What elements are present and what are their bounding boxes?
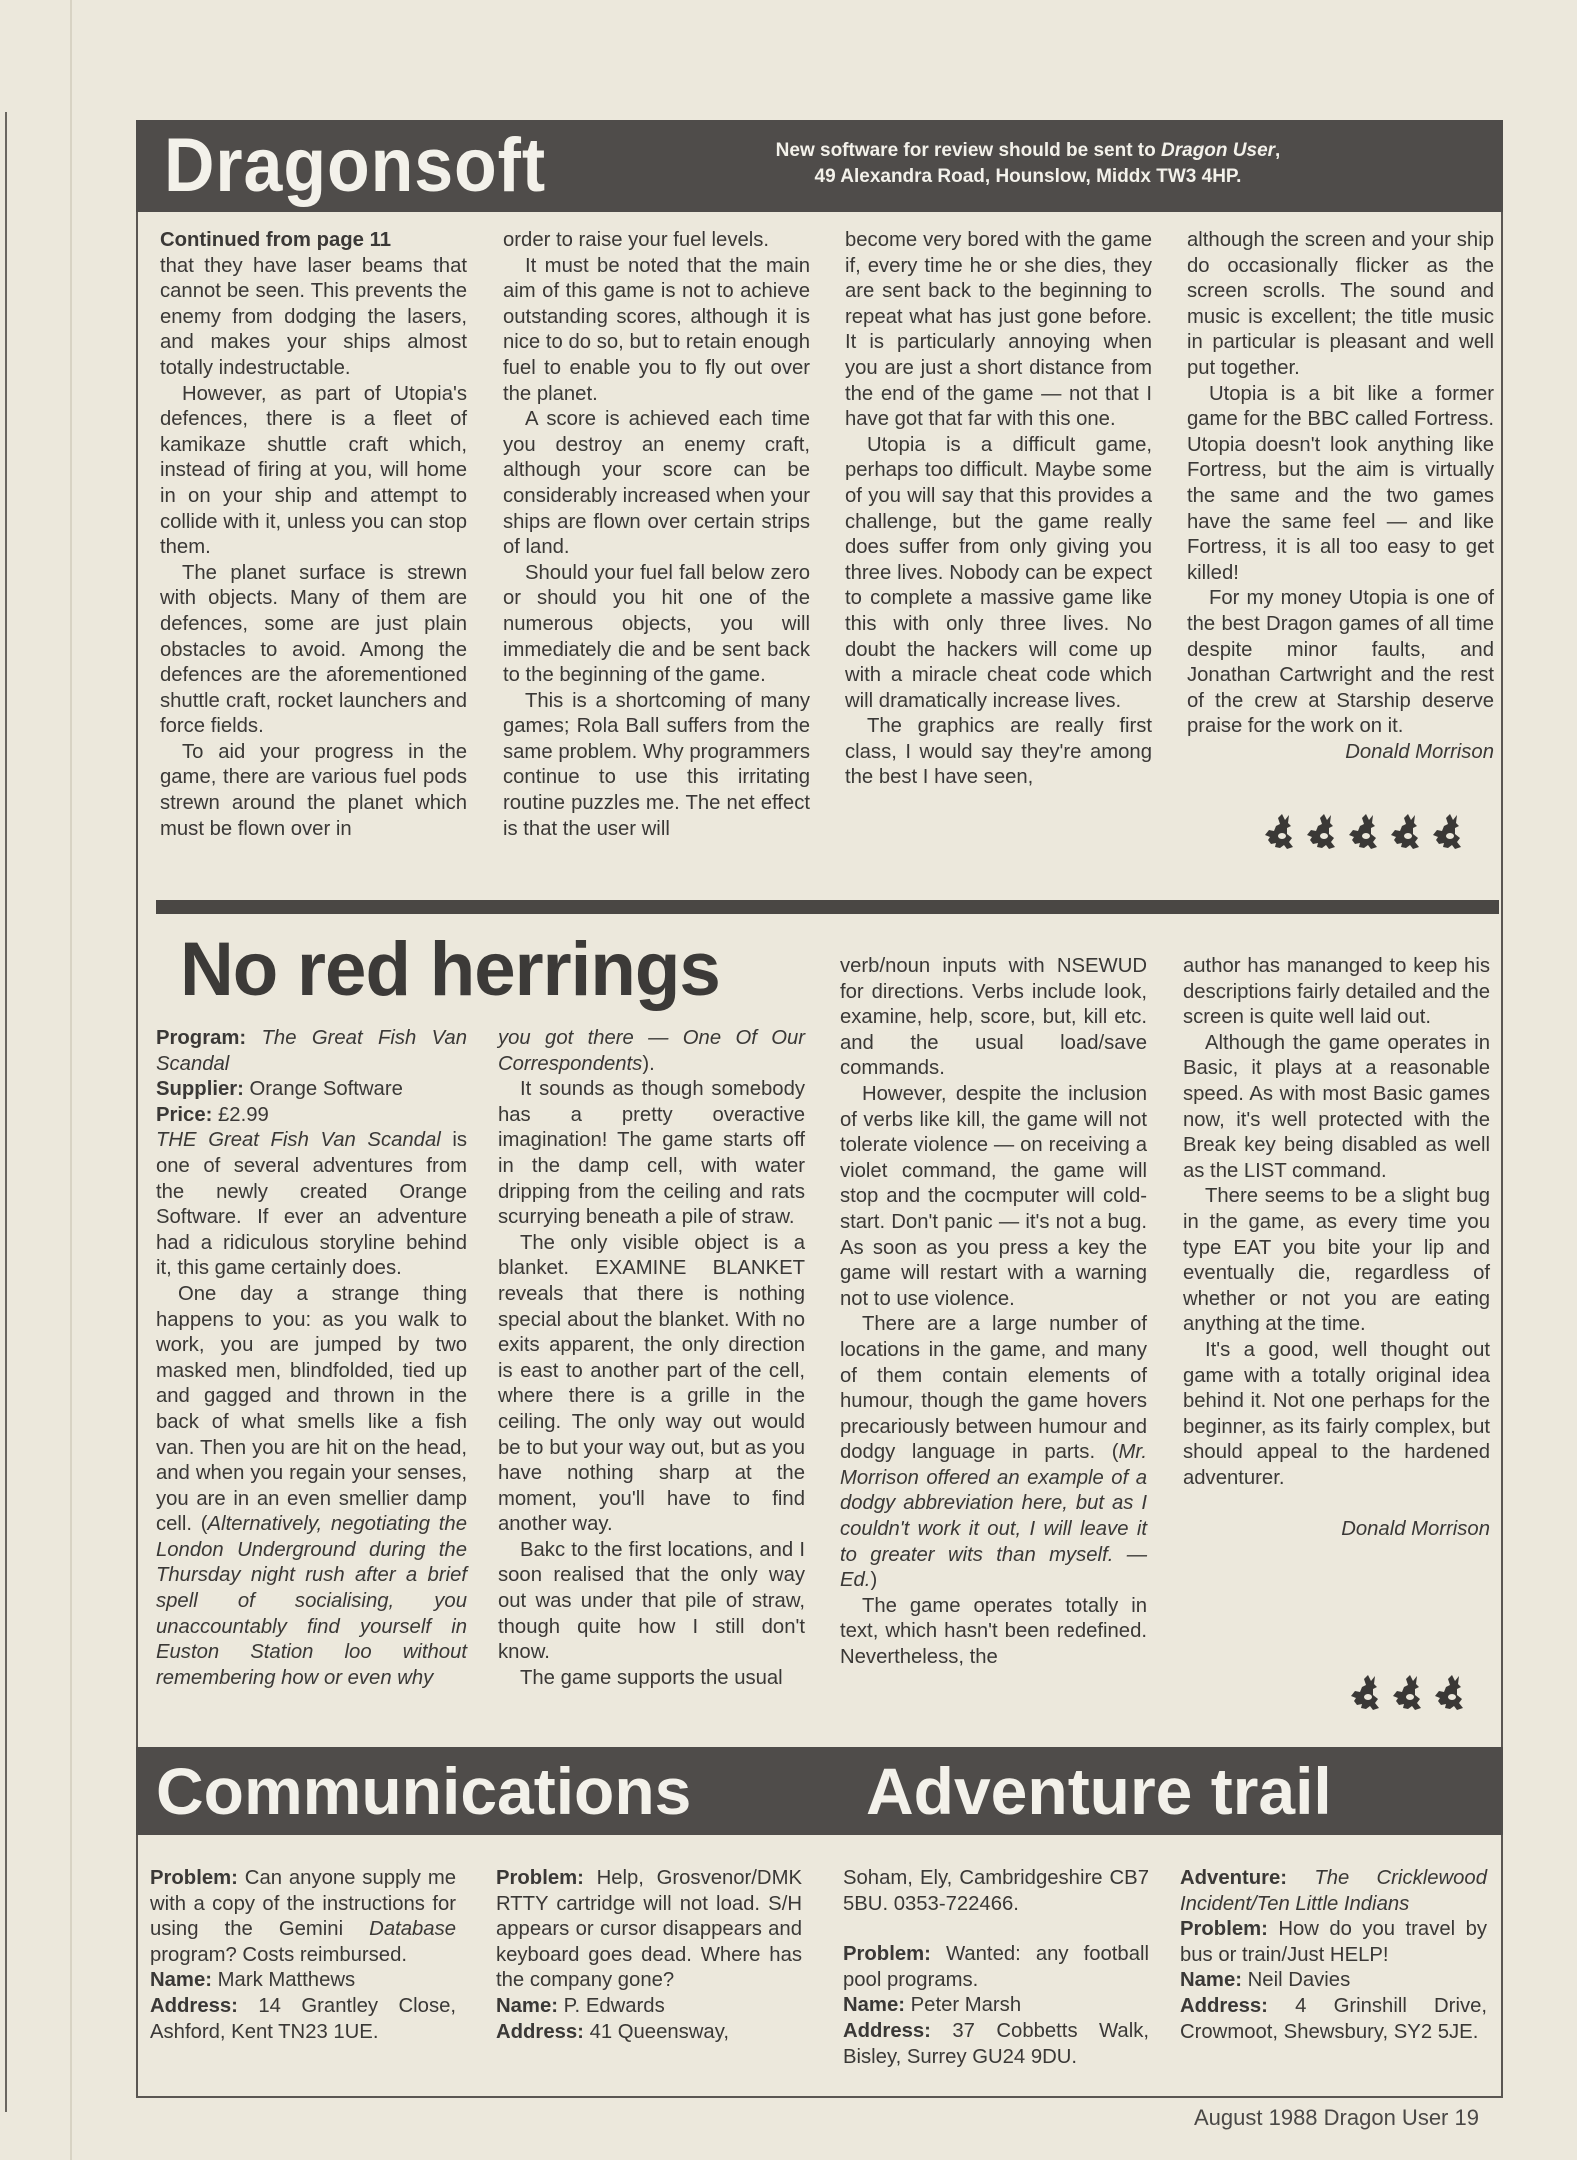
rating-dragons	[1262, 812, 1466, 856]
author-signature: Donald Morrison	[1341, 1518, 1490, 1541]
review-column-4: author has mananged to keep his descriptions fairly detailed and the screen is quite well laid out. Although the game operates in Basic, it plays at a reasonable speed. As with most Basic games now, it's well protected with the Break key being disabled as well as the LIST command. There seems to be a slight bug in the game, as every time you type EAT you bite your lip and eventually die, regardless of whether or not you are eating anything at the time. It's a good, well thought out game with a totally original idea behind it. Not one perhaps for the beginner, as its fairly complex, but should appeal to the hardened adventurer. Donald Morrison	[1183, 954, 1490, 1543]
adventure-trail-column-2: Adventure: The Cricklewood Incident/Ten Little Indians Problem: How do you travel by bus or train/Just HELP! Name: Neil Davies Address: 4 Grinshill Drive, Crowmoot, Shewsbury, SY2 5JE.	[1180, 1867, 1488, 2043]
review-headline: No red herrings	[180, 927, 720, 1012]
author-signature: Donald Morrison	[1345, 740, 1494, 763]
continued-note: Continued from page 11	[160, 229, 392, 251]
adventure-trail-title: Adventure trail	[866, 1754, 1332, 1828]
dragon-icon	[1304, 812, 1340, 856]
review-column-2: you got there — One Of Our Correspondents). It sounds as though somebody has a pretty overactive imagination! The game starts off in the damp cell, with water dripping from the ceiling and rats scurrying beneath a pile of straw. The only visible object is a blanket. EXAMINE BLANKET reveals that there is nothing special about the blanket. With no exits apparent, the only direction is east to another part of the cell, where there is a grille in the ceiling. The only way out would be to but your way out, but as you have nothing sharp at the moment, you'll have to find another way. Bakc to the first locations, and I soon realised that the only way out was under that pile of straw, though quite how I still don't know. The game supports the usual	[498, 1027, 805, 1689]
dragonsoft-column-2: order to raise your fuel levels. It must be noted that the main aim of this game is not to achieve outstanding scores, although it is nice to do so, but to retain enough fuel to enable you to fly out over the planet. A score is achieved each time you destroy an enemy craft, although your score can be considerably increased when your ships are flown over certain strips of land. Should your fuel fall below zero or should you hit one of the numerous objects, you will immediately die and be sent back to the beginning of the game. This is a shortcoming of many games; Rola Ball suffers from the same problem. Why programmers continue to use this irritating routine puzzles me. The net effect is that the user will	[503, 229, 810, 840]
adventure-trail-column-1: Soham, Ely, Cambridgeshire CB7 5BU. 0353-722466. Problem: Wanted: any football pool programs. Name: Peter Marsh Address: 37 Cobbetts Walk, Bisley, Surrey GU24 9DU.	[843, 1867, 1149, 2068]
dragon-icon	[1432, 1673, 1468, 1717]
communications-column-2: Problem: Help, Grosvenor/DMK RTTY cartridge will not load. S/H appears or cursor disappears and keyboard goes dead. Where has the company gone? Name: P. Edwards Address: 41 Queensway,	[496, 1867, 802, 2043]
dragonsoft-column-4: although the screen and your ship do occasionally flicker as the screen scrolls. The sound and music is excellent; the title music in particular is pleasant and well put together. Utopia is a bit like a former game for the BBC called Fortress. Utopia doesn't look anything like Fortress, but the aim is virtually the same and the two games have the same feel — and like Fortress, it is all too easy to get killed! For my money Utopia is one of the best Dragon games of all time despite minor faults, and Jonathan Cartwright and the rest of the crew at Starship deserve praise for the work on it. Donald Morrison	[1187, 228, 1494, 765]
dragon-icon	[1262, 812, 1298, 856]
section-divider	[156, 900, 1499, 914]
dragonsoft-column-3: become very bored with the game if, every time he or she dies, they are sent back to the beginning to repeat what has just gone before. It is particularly annoying when you are just a short distance from the end of the game — not that I have got that far with this one. Utopia is a difficult game, perhaps too difficult. Maybe some of you will say that this provides a challenge, but the game really does suffer from only giving you three lives. Nobody can be expect to complete a massive game like this with only three lives. No doubt the hackers will come up with a miracle cheat code which will dramatically increase lives. The graphics are really first class, I would say they're among the best I have seen,	[845, 229, 1152, 789]
dragonsoft-header-bar	[136, 120, 1503, 212]
dragon-icon	[1390, 1673, 1426, 1717]
submission-notice: New software for review should be sent to Dragon User, 49 Alexandra Road, Hounslow, Middx TW3 4HP.	[775, 140, 1281, 187]
page-footer: August 1988 Dragon User 19	[1194, 2105, 1479, 2130]
dragon-icon	[1348, 1673, 1384, 1717]
communications-adventure-bar	[136, 1747, 1503, 1835]
page-gutter	[70, 0, 72, 2160]
rating-dragons	[1348, 1673, 1468, 1717]
review-column-3: verb/noun inputs with NSEWUD for directions. Verbs include look, examine, help, score, but, kill etc. and the usual load/save commands. However, despite the inclusion of verbs like kill, the game will not tolerate violence — on receiving a violet command, the game will stop and the cocmputer will cold-start. Don't panic — it's not a bug. As soon as you press a key the game will restart with a warning not to use violence. There are a large number of locations in the game, and many of them contain elements of humour, though the game hovers precariously between humour and dodgy language in parts. (Mr. Morrison offered an example of a dodgy abbreviation here, but as I couldn't work it out, I will leave it to greater wits than myself. — Ed.) The game operates totally in text, which hasn't been redefined. Nevertheless, the	[840, 955, 1147, 1669]
communications-column-1: Problem: Can anyone supply me with a copy of the instructions for using the Gemini Database program? Costs reimbursed. Name: Mark Matthews Address: 14 Grantley Close, Ashford, Kent TN23 1UE.	[150, 1867, 457, 2043]
review-column-1: Program: The Great Fish Van Scandal Supplier: Orange Software Price: £2.99 THE Great Fish Van Scandal is one of several adventures from the newly created Orange Software. If ever an adventure had a ridiculous storyline behind it, this game certainly does. One day a strange thing happens to you: as you walk to work, you are jumped by two masked men, blindfolded, tied up and gagged and thrown in the back of what smells like a fish van. Then you are hit on the head, and when you regain your senses, you are in an even smellier damp cell. (Alternatively, negotiating the London Underground during the Thursday night rush after a brief spell of socialising, you unaccountably find yourself in Euston Station loo without remembering how or even why	[156, 1027, 468, 1689]
dragon-icon	[1430, 812, 1466, 856]
communications-title: Communications	[156, 1754, 692, 1828]
section-title: Dragonsoft	[164, 123, 547, 208]
program-name: The Great Fish Van Scandal	[156, 1027, 467, 1075]
dragon-icon	[1346, 812, 1382, 856]
price: £2.99	[218, 1103, 269, 1126]
supplier-name: Orange Software	[249, 1078, 403, 1101]
dragon-icon	[1388, 812, 1424, 856]
previous-page-edge	[0, 112, 7, 2112]
dragonsoft-column-1: Continued from page 11 that they have laser beams that cannot be seen. This prevents the enemy from dodging the lasers, and makes your ships almost totally indestructable. However, as part of Utopia's defences, there is a fleet of kamikaze shuttle craft which, instead of firing at you, will home in on your ship and attempt to collide with it, unless you can stop them. The planet surface is strewn with objects. Many of them are defences, some are just plain obstacles to avoid. Among the defences are the aforementioned shuttle craft, rocket launchers and force fields. To aid your progress in the game, there are various fuel pods strewn around the planet which must be flown over in	[160, 229, 467, 840]
